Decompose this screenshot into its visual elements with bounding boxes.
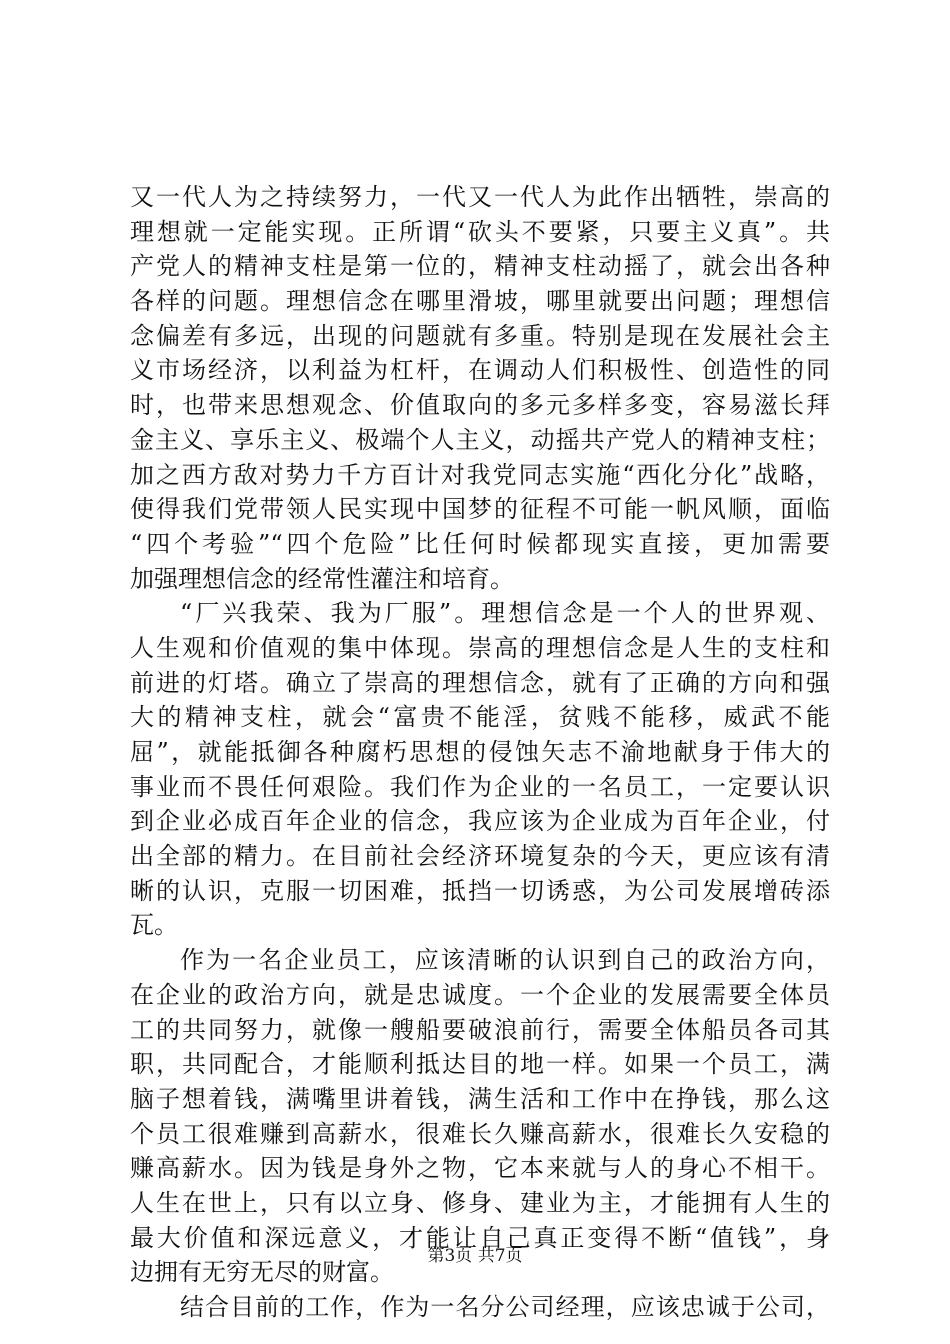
text-line: 人生在世上，只有以立身、修身、建业为主，才能拥有人生的 xyxy=(130,1188,830,1217)
text-line: 金主义、享乐主义、极端个人主义，动摇共产党人的精神支柱； xyxy=(130,425,830,454)
text-line: 最大价值和深远意义，才能让自己真正变得不断“值钱”，身 xyxy=(130,1223,830,1252)
text-line: 人生观和价值观的集中体现。崇高的理想信念是人生的支柱和 xyxy=(130,633,830,662)
text-line: 在企业的政治方向，就是忠诚度。一个企业的发展需要全体员 xyxy=(130,980,830,1009)
text-line: 结合目前的工作，作为一名分公司经理，应该忠诚于公司， xyxy=(180,1293,830,1321)
text-line: 大的精神支柱，就会“富贵不能淫，贫贱不能移，威武不能 xyxy=(130,703,830,732)
text-line: 念偏差有多远，出现的问题就有多重。特别是现在发展社会主 xyxy=(130,321,830,350)
text-line: 作为一名企业员工，应该清晰的认识到自己的政治方向， xyxy=(180,946,830,975)
text-line: 瓦。 xyxy=(130,911,178,940)
text-line: 使得我们党带领人民实现中国梦的征程不可能一帆风顺，面临 xyxy=(130,495,830,524)
text-line: 加之西方敌对势力千方百计对我党同志实施“西化分化”战略， xyxy=(130,460,830,489)
text-line: 个员工很难赚到高薪水，很难长久赚高薪水，很难长久安稳的 xyxy=(130,1119,830,1148)
text-line: “四个考验”“四个危险”比任何时候都现实直接，更加需要 xyxy=(130,529,830,558)
text-line: 事业而不畏任何艰险。我们作为企业的一名员工，一定要认识 xyxy=(130,772,830,801)
text-line: 职，共同配合，才能顺利抵达目的地一样。如果一个员工，满 xyxy=(130,1050,830,1079)
page-footer: 第3页 共7页 xyxy=(427,1246,523,1266)
text-line: 出全部的精力。在目前社会经济环境复杂的今天，更应该有清 xyxy=(130,842,830,871)
text-line: “厂兴我荣、我为厂服”。理想信念是一个人的世界观、 xyxy=(180,599,830,628)
text-line: 工的共同努力，就像一艘船要破浪前行，需要全体船员各司其 xyxy=(130,1015,830,1044)
text-line: 产党人的精神支柱是第一位的，精神支柱动摇了，就会出各种 xyxy=(130,252,830,281)
text-line: 各样的问题。理想信念在哪里滑坡，哪里就要出问题；理想信 xyxy=(130,287,830,316)
text-line: 理想就一定能实现。正所谓“砍头不要紧，只要主义真”。共 xyxy=(130,217,830,246)
text-line: 义市场经济，以利益为杠杆，在调动人们积极性、创造性的同 xyxy=(130,356,830,385)
text-line: 边拥有无穷无尽的财富。 xyxy=(130,1258,394,1287)
text-line: 屈”，就能抵御各种腐朽思想的侵蚀矢志不渝地献身于伟大的 xyxy=(130,738,830,766)
text-line: 又一代人为之持续努力，一代又一代人为此作出牺牲，崇高的 xyxy=(130,183,830,211)
text-line: 赚高薪水。因为钱是身外之物，它本来就与人的身心不相干。 xyxy=(130,1154,830,1183)
text-line: 加强理想信念的经常性灌注和培育。 xyxy=(130,564,514,593)
document-body xyxy=(130,180,830,1325)
text-line: 脑子想着钱，满嘴里讲着钱，满生活和工作中在挣钱，那么这 xyxy=(130,1084,830,1113)
text-line: 时，也带来思想观念、价值取向的多元多样多变，容易滋长拜 xyxy=(130,391,830,420)
text-line: 到企业必成百年企业的信念，我应该为企业成为百年企业，付 xyxy=(130,807,830,836)
text-line: 前进的灯塔。确立了崇高的理想信念，就有了正确的方向和强 xyxy=(130,668,830,697)
text-line: 晰的认识，克服一切困难，抵挡一切诱惑，为公司发展增砖添 xyxy=(130,876,830,905)
